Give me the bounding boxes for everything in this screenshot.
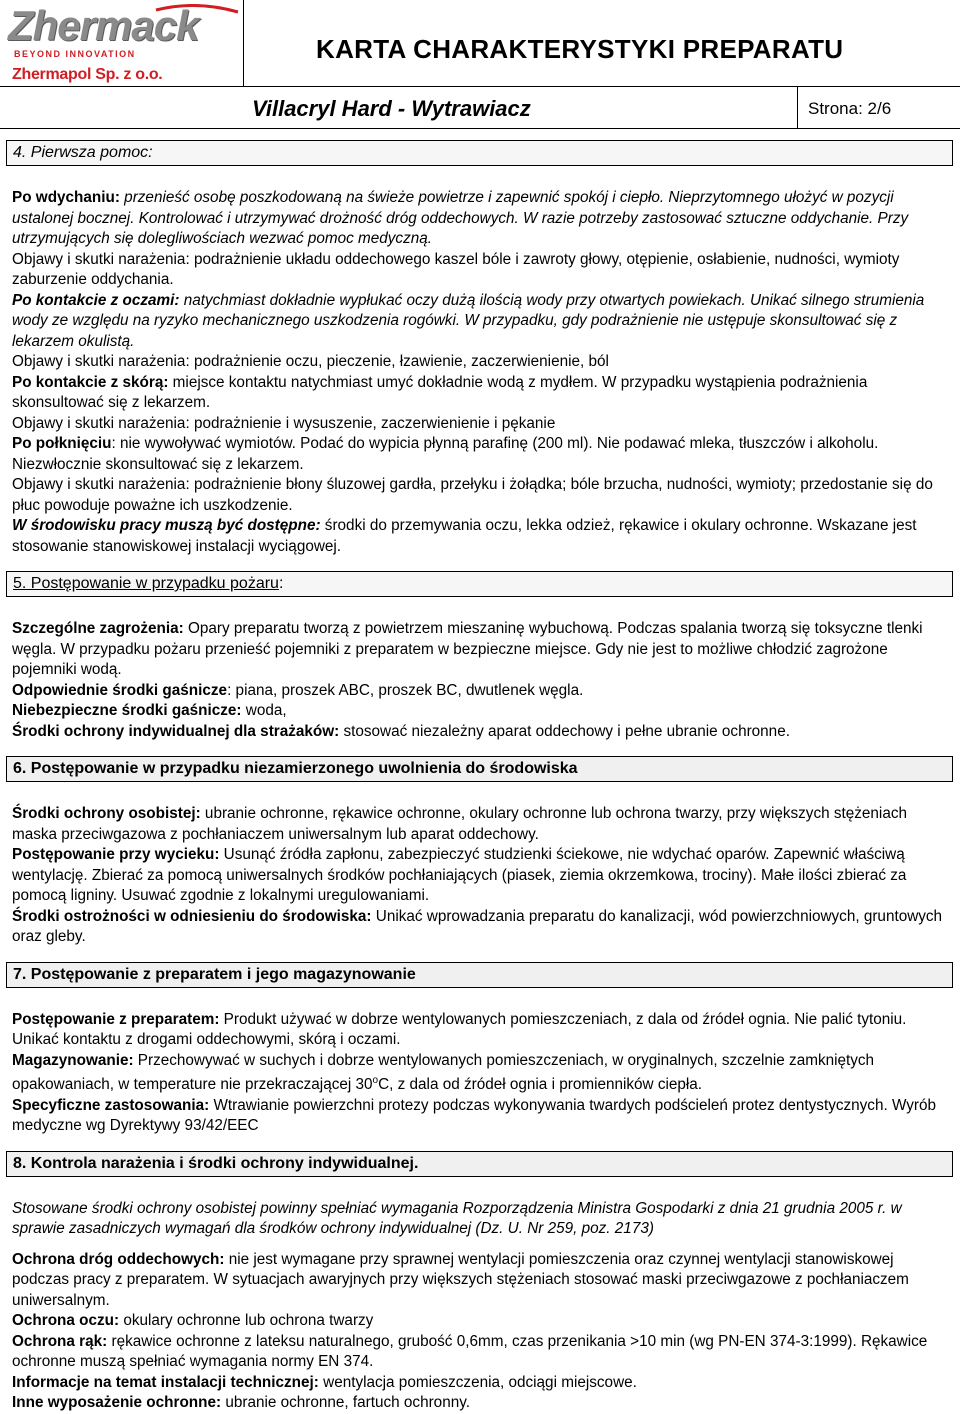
- text-handling: Produkt używać w dobrze wentylowanych pomieszczeniach, z dala od źródeł ognia. Nie palić tytoniu. Unikać kontaktu z drogami oddechowymi, skórą i oczami.: [12, 1010, 907, 1048]
- section-4-title: 4. Pierwsza pomoc: [13, 144, 149, 161]
- first-aid-skin-symptoms: Objawy i skutki narażenia: podrażnienie i wysuszenie, zaczerwienienie i pękanie: [12, 414, 556, 432]
- label-ingestion: Po połknięciu: [12, 435, 112, 452]
- label-spill-procedure: Postępowanie przy wycieku:: [12, 846, 220, 863]
- section-4-colon: :: [148, 144, 153, 161]
- page-number: Strona: 2/6: [808, 99, 892, 118]
- technical-installation: [12, 1373, 947, 1394]
- section-5-title: 5. Postępowanie w przypadku pożaru: [13, 575, 279, 592]
- logo-company-name: Zhermapol Sp. z o.o.: [12, 66, 163, 83]
- fire-extinguishers: [12, 681, 947, 702]
- section-4-heading: [6, 140, 953, 166]
- section-8-title: 8. Kontrola narażenia i środki ochrony indywidualnej.: [13, 1154, 419, 1172]
- specific-uses: [12, 1096, 947, 1137]
- text-technical: wentylacja pomieszczenia, odciągi miejscowe.: [318, 1373, 637, 1391]
- label-specific-uses: Specyficzne zastosowania:: [12, 1096, 210, 1114]
- label-hand-protection: Ochrona rąk:: [12, 1332, 108, 1350]
- text-specific-uses: Wtrawianie powierzchni protezy podczas wykonywania twardych podścieleń protez dentystycznych. Wyrób medyczne wg Dyrektywy 93/42/EEC: [12, 1096, 937, 1135]
- page-box-divider: [797, 86, 798, 128]
- document-body: [12, 140, 947, 1414]
- first-aid-eyes: [12, 291, 947, 353]
- text-eye-protection: okulary ochronne lub ochrona twarzy: [119, 1312, 374, 1330]
- fire-hazards: [12, 619, 947, 681]
- handling: [12, 1010, 947, 1051]
- eye-protection: [12, 1311, 947, 1332]
- text-personal-protection: ubranie ochronne, rękawice ochronne, okulary ochronne lub ochrona twarzy, przy większych stężeniach maska przeciwgazowa z pochłaniaczem uniwersalnym lub aparat oddechowy.: [12, 805, 907, 843]
- text-eyes: natychmiast dokładnie wypłukać oczy dużą ilością wody przy otwartych powiekach. Unikać silnego strumienia wody ze względu na ryzyko mechanicznego uszkodzenia rogówki. W przypadku, gdy podrażnienie nie ustępuje skonsultować się z lekarzem okulistą.: [12, 291, 925, 350]
- text-fire-extinguishers: : piana, proszek ABC, proszek BC, dwutlenek węgla.: [227, 681, 584, 699]
- label-respiratory: Ochrona dróg oddechowych:: [12, 1250, 225, 1268]
- first-aid-inhalation-symptoms: Objawy i skutki narażenia: podrażnienie układu oddechowego kaszel bóle i zawroty głowy, otępienie, osłabienie, nudności, wymioty zaburzenie oddychania.: [12, 250, 900, 288]
- release-personal-protection: [12, 804, 947, 845]
- document-header: [0, 0, 960, 136]
- label-dangerous-extinguishers: Niebezpieczne środki gaśnicze:: [12, 702, 242, 719]
- first-aid-workplace: [12, 516, 947, 557]
- text-respiratory: nie jest wymagane przy sprawnej wentylacji pomieszczenia oraz czynnej wentylacji stanowiskowej podczas pracy z preparatem. W sytuacjach awaryjnych przy większych stężeniach stosować maski przeciwgazowe z pochłaniaczem uniwersalnym.: [12, 1250, 909, 1309]
- section-7-title: 7. Postępowanie z preparatem i jego magazynowanie: [13, 965, 416, 983]
- text-spill-procedure: Usunąć źródła zapłonu, zabezpieczyć studzienki ściekowe, nie wdychać oparów. Zapewnić właściwą wentylację. Zbierać za pomocą uniwersalnych środków pochłaniających (piasek, ziemia okrzemkowa, trociny). Małe ilości zbierać za pomocą ligniny. Usuwać zgodnie z lokalnymi uregulowaniami.: [12, 846, 907, 904]
- text-storage-end: C, z dala od źródeł ognia i promienników ciepła.: [378, 1076, 703, 1094]
- section-5-colon: :: [278, 575, 284, 592]
- label-fire-hazards: Szczególne zagrożenia:: [12, 620, 184, 637]
- label-technical: Informacje na temat instalacji technicznej:: [12, 1373, 319, 1391]
- section-5-heading: [6, 571, 953, 597]
- label-workplace: W środowisku pracy muszą być dostępne:: [12, 517, 321, 534]
- storage: [12, 1051, 947, 1096]
- label-eyes: Po kontakcie z oczami:: [12, 291, 180, 309]
- text-skin: miejsce kontaktu natychmiast umyć dokładnie wodą z mydłem. W przypadku wystąpienia podrażnienia skonsultować się z lekarzem.: [12, 373, 868, 411]
- text-hand-protection: rękawice ochronne z lateksu naturalnego, grubość 0,6mm, czas przenikania >10 min (wg PN-EN 374-3:1999). Rękawice ochronne muszą spełniać wymagania normy EN 374.: [12, 1332, 928, 1371]
- other-protection: [12, 1393, 947, 1414]
- company-logo: [6, 4, 242, 88]
- header-divider-vertical: [243, 0, 244, 86]
- header-bottom-border: [0, 128, 960, 129]
- section-8-heading: [6, 1151, 953, 1177]
- header-divider-horizontal: [0, 86, 960, 87]
- text-environment: Unikać wprowadzania preparatu do kanalizacji, wód powierzchniowych, gruntowych oraz gleby.: [12, 907, 943, 945]
- label-personal-protection: Środki ochrony osobistej:: [12, 805, 201, 822]
- logo-wordmark: Zhermack: [8, 2, 199, 49]
- label-skin: Po kontakcie z skórą:: [12, 373, 169, 391]
- label-storage: Magazynowanie:: [12, 1051, 134, 1069]
- label-inhalation: Po wdychaniu:: [12, 189, 120, 206]
- first-aid-ingestion: [12, 434, 947, 475]
- respiratory-protection: [12, 1250, 947, 1312]
- text-storage: Przechowywać w suchych i dobrze wentylowanych pomieszczeniach, w oryginalnych, szczelnie zamkniętych opakowaniach, w temperature nie przekraczającej 30: [12, 1051, 875, 1094]
- first-aid-ingestion-symptoms: Objawy i skutki narażenia: podrażnienie błony śluzowej gardła, przełyku i żołądka; bóle brzucha, nudności, wymioty; przedostanie się do płuc powoduje poważne ich uszkodzenie.: [12, 476, 933, 514]
- degree-superscript: o: [372, 1075, 379, 1086]
- label-firefighter-protection: Środki ochrony indywidualnej dla strażaków:: [12, 722, 340, 740]
- label-eye-protection: Ochrona oczu:: [12, 1312, 120, 1330]
- label-handling: Postępowanie z preparatem:: [12, 1010, 220, 1028]
- text-firefighter-protection: stosować niezależny aparat oddechowy i pełne ubranie ochronne.: [339, 722, 790, 740]
- logo-tagline: BEYOND INNOVATION: [14, 49, 136, 59]
- text-other-protection: ubranie ochronne, fartuch ochronny.: [221, 1394, 470, 1412]
- text-inhalation: przenieść osobę poszkodowaną na świeże powietrze i zapewnić spokój i ciepło. Nieprzytomnego ułożyć w pozycji ustalonej bocznej. Kontrolować i utrzymywać drożność dróg oddechowych. W razie potrzeby zastosować sztuczne oddychanie. Przy utrzymujących się dolegliwościach wezwać pomoc medyczną.: [12, 189, 909, 247]
- first-aid-skin: [12, 373, 947, 414]
- text-dangerous-extinguishers: woda,: [241, 702, 287, 719]
- ppe-regulation: Stosowane środki ochrony osobistej powinny spełniać wymagania Rozporządzenia Ministra Gospodarki z dnia 21 grudnia 2005 r. w sprawie zasadniczych wymagań dla środków ochrony indywidualnej (Dz. U. Nr 259, poz. 2173): [12, 1199, 902, 1238]
- document-title: KARTA CHARAKTERYSTYKI PREPARATU: [316, 34, 844, 64]
- label-other-protection: Inne wyposażenie ochronne:: [12, 1394, 222, 1412]
- release-spill-procedure: [12, 845, 947, 907]
- text-fire-hazards: Opary preparatu tworzą z powietrzem mieszaninę wybuchową. Podczas spalania tworzą się toksyczne tlenki węgla. W przypadku pożaru przenieść pojemniki z preparatem w bezpieczne miejsce. Gdy nie jest to możliwe chłodzić zagrożone pojemniki wodą.: [12, 620, 923, 678]
- first-aid-inhalation: [12, 188, 947, 250]
- first-aid-eyes-symptoms: Objawy i skutki narażenia: podrażnienie oczu, pieczenie, łzawienie, zaczerwienienie, ból: [12, 353, 609, 370]
- section-7-heading: [6, 962, 953, 988]
- product-name: Villacryl Hard - Wytrawiacz: [252, 96, 531, 121]
- fire-protection: [12, 722, 947, 743]
- section-6-title: 6. Postępowanie w przypadku niezamierzonego uwolnienia do środowiska: [13, 760, 578, 777]
- label-fire-extinguishers: Odpowiednie środki gaśnicze: [12, 681, 228, 699]
- release-environment: [12, 907, 947, 948]
- text-ingestion: : nie wywoływać wymiotów. Podać do wypicia płynną parafinę (200 ml). Nie podawać mleka, tłuszczów i alkoholu. Niezwłocznie skonsultować się z lekarzem.: [12, 435, 879, 473]
- text-workplace: środki do przemywania oczu, lekka odzież, rękawice i okulary ochronne. Wskazane jest stosowanie stanowiskowej instalacji wyciągowej.: [12, 517, 917, 555]
- section-6-heading: [6, 756, 953, 782]
- hand-protection: [12, 1332, 947, 1373]
- label-environment: Środki ostrożności w odniesieniu do środowiska:: [12, 907, 372, 925]
- fire-dangerous-extinguishers: [12, 701, 947, 722]
